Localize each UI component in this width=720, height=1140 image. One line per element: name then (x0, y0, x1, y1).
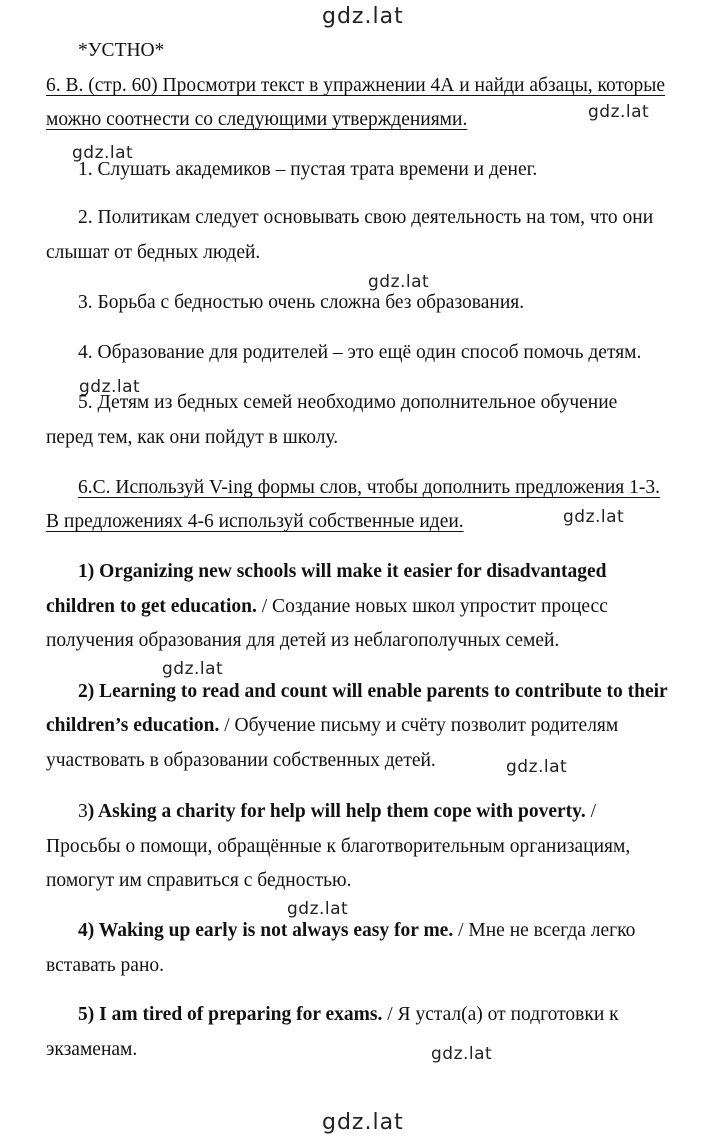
statement-5: 5. Детям из бедных семей необходимо дополнительное обучение (78, 392, 618, 413)
statement-3: 3. Борьба с бедностью очень сложна без образования. (78, 292, 525, 313)
answer-5-translation: / Я устал(а) от подготовки к (382, 1004, 619, 1025)
page-header: *УСТНО* (78, 40, 165, 61)
answer-4-english: 4) Waking up early is not always easy for me. (78, 920, 454, 941)
watermark: gdz.lat (162, 659, 224, 679)
task-b-title: можно соотнести со следующими утверждениями. (46, 109, 468, 130)
answer-2-english: 2) Learning to read and count will enable parents to contribute to their (78, 681, 668, 702)
statement-4: 4. Образование для родителей – это ещё один способ помочь детям. (78, 342, 642, 363)
answer-5-english: 5) I am tired of preparing for exams. (78, 1004, 383, 1025)
task-c-title: В предложениях 4-6 используй собственные идеи. (46, 511, 464, 532)
answer-3-number: 3 (78, 801, 88, 822)
answer-1-translation: / Создание новых школ упростит процесс (256, 596, 608, 617)
watermark: gdz.lat (506, 757, 568, 777)
watermark: gdz.lat (563, 507, 625, 527)
answer-3-slash: / (585, 801, 597, 822)
answer-4-line (78, 921, 635, 941)
statement-2: 2. Политикам следует основывать свою деятельность на том, что они (78, 207, 654, 228)
statement-5-cont: перед тем, как они пойдут в школу. (46, 427, 339, 448)
watermark: gdz.lat (72, 143, 134, 163)
answer-4-translation: / Мне не всегда легко (453, 920, 636, 941)
answer-2-english: children’s education. (46, 715, 220, 736)
answer-2-translation: / Обучение письму и счёту позволит родителям (219, 715, 619, 736)
answer-1-line (46, 597, 608, 617)
answer-1-translation: получения образования для детей из неблагополучных семей. (46, 630, 560, 651)
watermark: gdz.lat (431, 1044, 493, 1064)
task-b-title: 6. В. (стр. 60) Просмотри текст в упражнении 4А и найди абзацы, которые (46, 75, 666, 96)
watermark: gdz.lat (322, 1110, 404, 1135)
answer-2-translation: участвовать в образовании собственных детей. (46, 750, 436, 771)
answer-1-english: children to get education. (46, 596, 257, 617)
answer-3-translation: помогут им справиться с бедностью. (46, 870, 352, 891)
answer-2-line (46, 716, 618, 736)
answer-3-line (78, 802, 596, 822)
answer-3-translation: Просьбы о помощи, обращённые к благотворительным организациям, (46, 836, 631, 857)
watermark: gdz.lat (368, 272, 430, 292)
statement-2-cont: слышат от бедных людей. (46, 242, 261, 263)
answer-5-line (78, 1005, 619, 1025)
statement-1: 1. Слушать академиков – пустая трата времени и денег. (78, 159, 538, 180)
answer-5-translation: экзаменам. (46, 1039, 138, 1060)
answer-4-translation: вставать рано. (46, 955, 165, 976)
answer-1-english: 1) Organizing new schools will make it easier for disadvantaged (78, 561, 607, 582)
answer-3-english: ) Asking a charity for help will help them cope with poverty. (87, 801, 586, 822)
task-c-title: 6.С. Используй V-ing формы слов, чтобы дополнить предложения 1-3. (78, 477, 661, 498)
watermark: gdz.lat (322, 4, 404, 29)
watermark: gdz.lat (287, 899, 349, 919)
watermark: gdz.lat (79, 377, 141, 397)
watermark: gdz.lat (588, 102, 650, 122)
